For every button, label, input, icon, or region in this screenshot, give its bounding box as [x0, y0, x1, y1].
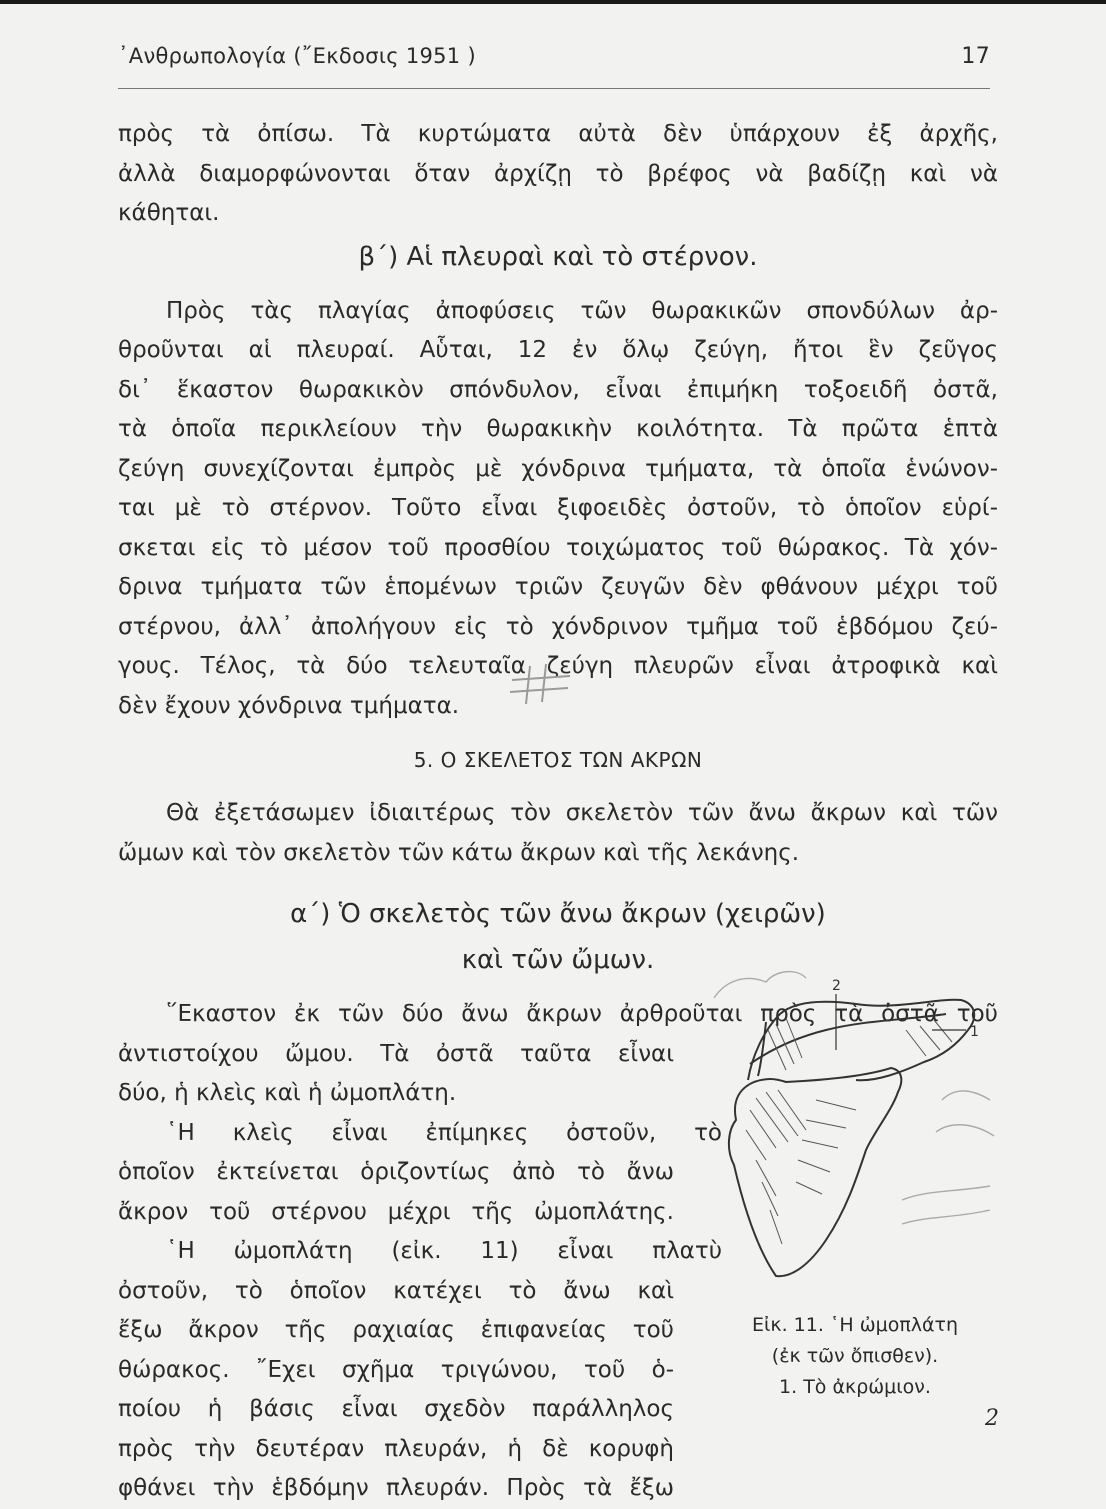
text-line: ὁποῖον ἐκτείνεται ὁριζοντίως ἀπὸ τὸ ἄνω: [118, 1159, 674, 1185]
signature-mark: 2: [985, 1406, 999, 1431]
scan-top-edge: [0, 0, 1106, 4]
text-line: ἄκρον τοῦ στέρνου μέχρι τῆς ὠμοπλάτης.: [118, 1198, 674, 1225]
text-line: ὀστοῦν, τὸ ὁποῖον κατέχει τὸ ἄνω καὶ: [118, 1277, 674, 1304]
page-number: 17: [961, 44, 990, 69]
subheading-upper-limbs: α΄) Ὁ σκελετὸς τῶν ἄνω ἄκρων (χειρῶν): [290, 899, 826, 929]
text-line: ἔξω ἄκρον τῆς ραχιαίας ἐπιφανείας τοῦ: [118, 1317, 674, 1343]
caption-line: (ἐκ τῶν ὄπισθεν).: [771, 1345, 939, 1367]
section-heading-5: 5. Ο ΣΚΕΛΕΤΟΣ ΤΩΝ ΑΚΡΩΝ: [413, 748, 703, 772]
running-head: ᾽Ανθρωπολογία (῎Εκδοσις 1951 ): [118, 44, 476, 68]
figure-label-1: 1: [970, 1024, 979, 1040]
text-line: ἀντιστοίχου ὤμου. Τὰ ὀστᾶ ταῦτα εἶναι: [118, 1040, 674, 1067]
text-line: δὲν ἔχουν χόνδρινα τμήματα.: [118, 692, 460, 719]
paragraph-3: [118, 794, 998, 873]
subheading-upper-limbs-cont: καὶ τῶν ὤμων.: [461, 945, 655, 975]
text-line: ὤμων καὶ τὸν σκελετὸν τῶν κάτω ἄκρων καὶ τῆς λεκάνης.: [118, 839, 800, 866]
text-line: ῾Η ὠμοπλάτη (εἰκ. 11) εἶναι πλατὺ: [166, 1238, 722, 1264]
text-line: κάθηται.: [118, 200, 220, 226]
text-line: Θὰ ἐξετάσωμεν ἰδιαιτέρως τὸν σκελετὸν τῶν ἄνω ἄκρων καὶ τῶν: [166, 800, 998, 826]
text-line: ῾Η κλεὶς εἶναι ἐπίμηκες ὀστοῦν, τὸ: [166, 1119, 722, 1146]
text-line: θώρακος. ῎Εχει σχῆμα τριγώνου, τοῦ ὁ-: [118, 1356, 674, 1383]
caption-line: Εἰκ. 11. ῾Η ὠμοπλάτη: [751, 1314, 959, 1336]
subheading-ribs: β΄) Αἱ πλευραὶ καὶ τὸ στέρνον.: [358, 241, 758, 272]
text-line: δι᾽ ἕκαστον θωρακικὸν σπόνδυλον, εἶναι ἐπιμήκη τοξοειδῆ ὀστᾶ,: [118, 376, 998, 403]
scapula-figure: [706, 960, 996, 1290]
text-line: δύο, ἡ κλεὶς καὶ ἡ ὠμοπλάτη.: [118, 1080, 457, 1106]
text-line: στέρνου, ἀλλ᾽ ἀπολήγουν εἰς τὸ χόνδρινον τμῆμα τοῦ ἑβδόμου ζεύ-: [118, 613, 998, 640]
text-line: πρὸς τὰ ὀπίσω. Τὰ κυρτώματα αὐτὰ δὲν ὑπάρχουν ἐξ ἀρχῆς,: [118, 121, 998, 147]
paragraph-2: [118, 292, 998, 727]
text-line: Πρὸς τὰς πλαγίας ἀποφύσεις τῶν θωρακικῶν σπονδύλων ἀρ-: [166, 297, 998, 324]
text-line: σκεται εἰς τὸ μέσον τοῦ προσθίου τοιχώματος τοῦ θώρακος. Τὰ χόν-: [118, 534, 998, 561]
pencil-hash-mark: [508, 662, 574, 706]
text-line: δρινα τμήματα τῶν ἑπομένων τριῶν ζευγῶν δὲν φθάνουν μέχρι τοῦ: [118, 574, 998, 600]
paragraph-1: [118, 115, 998, 234]
text-line: γους. Τέλος, τὰ δύο τελευταῖα ζεύγη πλευρῶν εἶναι ἀτροφικὰ καὶ: [118, 653, 998, 679]
text-line: θροῦνται αἱ πλευραί. Αὗται, 12 ἐν ὅλῳ ζεύγη, ἤτοι ἓν ζεῦγος: [118, 337, 998, 363]
figure-label-2: 2: [832, 978, 841, 994]
page-body: [118, 115, 998, 1509]
text-line: τὰ ὁποῖα περικλείουν τὴν θωρακικὴν κοιλότητα. Τὰ πρῶτα ἑπτὰ: [118, 416, 998, 442]
text-line: ζεύγη συνεχίζονται ἐμπρὸς μὲ χόνδρινα τμήματα, τὰ ὁποῖα ἑνώνον-: [118, 455, 998, 482]
text-line: ῞Εκαστον ἐκ τῶν δύο ἄνω ἄκρων ἀρθροῦται πρὸς τὰ ὀστᾶ τοῦ: [166, 1001, 998, 1027]
text-line: φθάνει τὴν ἑβδόμην πλευράν. Πρὸς τὰ ἔξω: [118, 1475, 674, 1501]
figure-caption: [715, 1310, 995, 1403]
text-line: ται μὲ τὸ στέρνον. Τοῦτο εἶναι ξιφοειδὲς ὀστοῦν, τὸ ὁποῖον εὑρί-: [118, 495, 998, 521]
header-rule: [118, 88, 990, 89]
caption-line: 1. Τὸ ἀκρώμιον.: [779, 1376, 931, 1398]
text-line: πρὸς τὴν δευτέραν πλευράν, ἡ δὲ κορυφὴ: [118, 1435, 674, 1462]
text-line: ἀλλὰ διαμορφώνονται ὅταν ἀρχίζῃ τὸ βρέφος νὰ βαδίζῃ καὶ νὰ: [118, 160, 998, 187]
text-line: ποίου ἡ βάσις εἶναι σχεδὸν παράλληλος: [118, 1396, 674, 1422]
